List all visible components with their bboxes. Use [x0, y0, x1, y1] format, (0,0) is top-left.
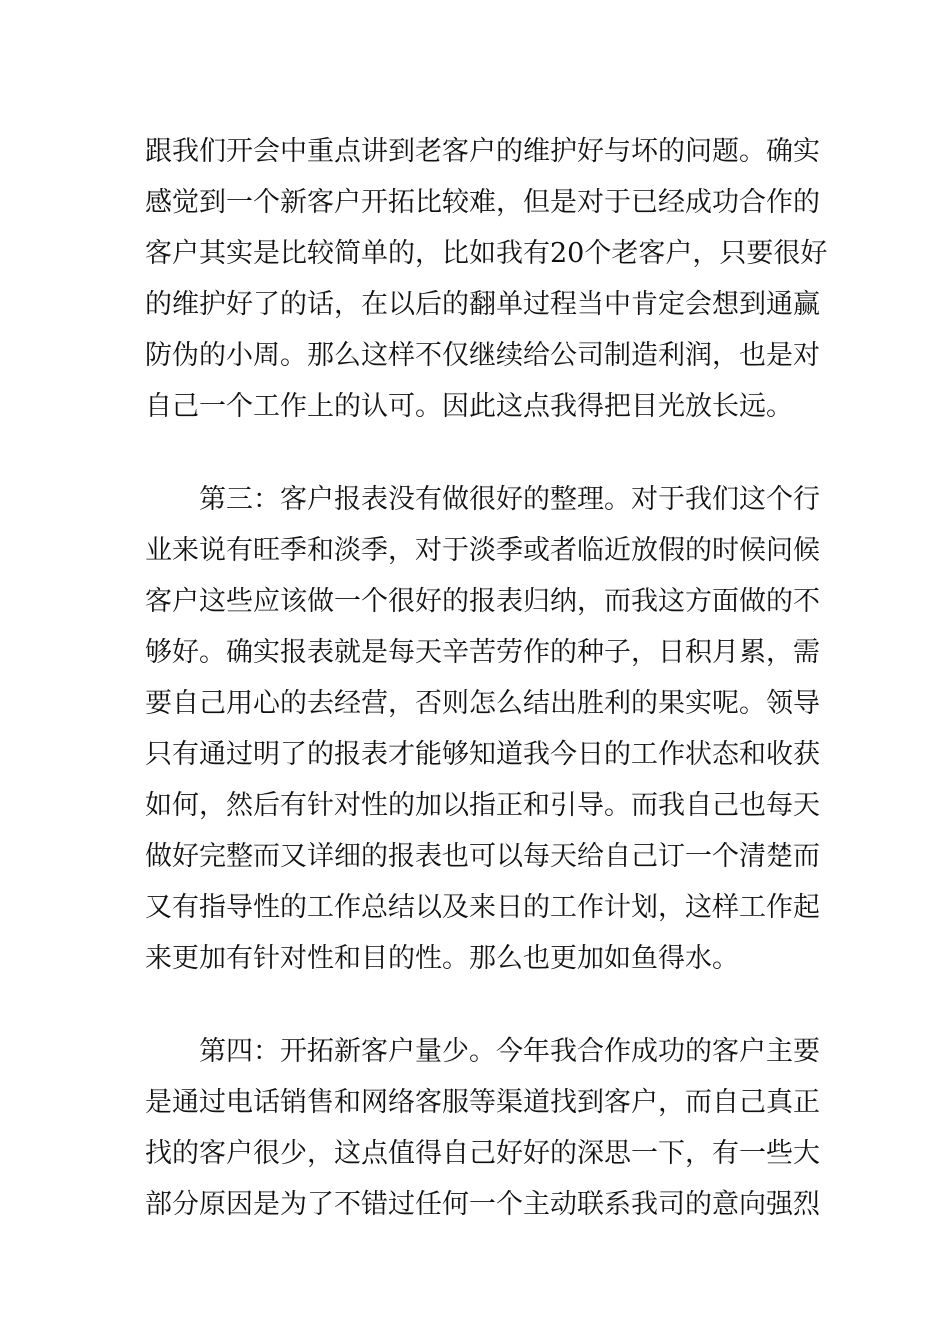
text-line: 找的客户很少，这点值得自己好好的深思一下，有一些大	[145, 1138, 820, 1169]
text-line: 做好完整而又详细的报表也可以每天给自己订一个清楚而	[145, 841, 820, 872]
text-line: 第四：开拓新客户量少。今年我合作成功的客户主要	[145, 1036, 820, 1067]
text-line: 如何，然后有针对性的加以指正和引导。而我自己也每天	[145, 790, 820, 821]
text-line: 来更加有针对性和目的性。那么也更加如鱼得水。	[145, 943, 739, 974]
text-line: 是通过电话销售和网络客服等渠道找到客户，而自己真正	[145, 1087, 820, 1118]
text-line: 跟我们开会中重点讲到老客户的维护好与坏的问题。确实	[145, 136, 820, 167]
text-line: 防伪的小周。那么这样不仅继续给公司制造利润，也是对	[145, 340, 820, 371]
text-line: 够好。确实报表就是每天辛苦劳作的种子，日积月累，需	[145, 637, 820, 668]
text-line: 的维护好了的话，在以后的翻单过程当中肯定会想到通赢	[145, 289, 820, 320]
text-line: 要自己用心的去经营，否则怎么结出胜利的果实呢。领导	[145, 688, 820, 719]
text-line: 第三：客户报表没有做很好的整理。对于我们这个行	[145, 484, 820, 515]
text-line: 自己一个工作上的认可。因此这点我得把目光放长远。	[145, 391, 793, 422]
paragraph-client-maintenance	[145, 126, 828, 432]
text-line: 客户其实是比较简单的，比如我有20个老客户，只要很好	[145, 238, 828, 269]
text-line: 业来说有旺季和淡季，对于淡季或者临近放假的时候问候	[145, 535, 820, 566]
text-line: 部分原因是为了不错过任何一个主动联系我司的意向强烈	[145, 1189, 820, 1220]
text-line: 客户这些应该做一个很好的报表归纳，而我这方面做的不	[145, 586, 820, 617]
text-line: 又有指导性的工作总结以及来日的工作计划，这样工作起	[145, 892, 820, 923]
text-line: 感觉到一个新客户开拓比较难，但是对于已经成功合作的	[145, 187, 820, 218]
text-line: 只有通过明了的报表才能够知道我今日的工作状态和收获	[145, 739, 820, 770]
paragraph-point-four	[145, 1026, 820, 1230]
paragraph-point-three	[145, 474, 820, 984]
